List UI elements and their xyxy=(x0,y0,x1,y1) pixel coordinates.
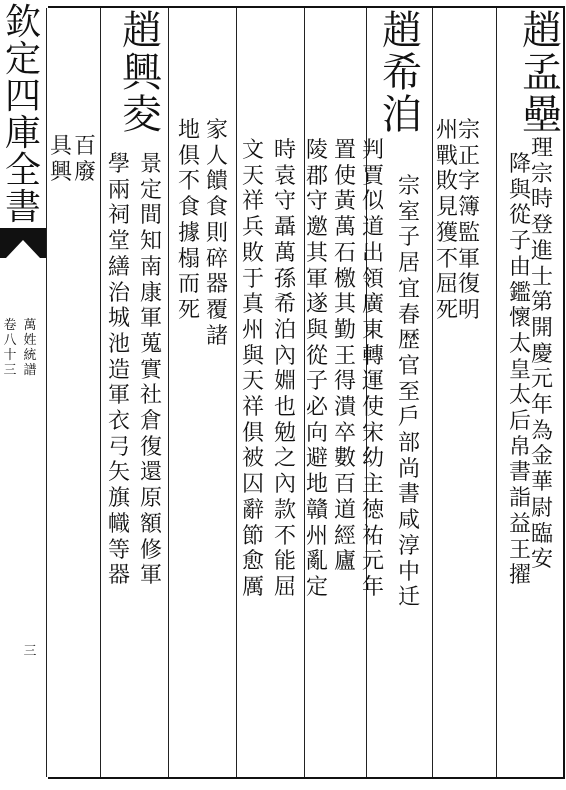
glyph: 俱 xyxy=(242,420,265,446)
glyph: 州 xyxy=(306,523,329,549)
glyph: 使 xyxy=(334,163,357,189)
glyph: 從 xyxy=(306,343,329,369)
glyph: 向 xyxy=(306,420,329,446)
text-column-4 xyxy=(436,118,458,324)
glyph: 款 xyxy=(274,497,297,523)
glyph: 安 xyxy=(530,547,553,573)
glyph: 泊 xyxy=(274,317,297,343)
glyph: 與 xyxy=(242,343,265,369)
glyph: 兩 xyxy=(108,177,131,203)
glyph: 陵 xyxy=(306,138,329,163)
glyph: 復 xyxy=(458,272,481,298)
glyph: 尉 xyxy=(530,495,553,521)
glyph: 年 xyxy=(362,574,385,600)
glyph: 城 xyxy=(108,306,131,332)
column-divider xyxy=(236,8,237,777)
person-name xyxy=(382,10,422,136)
glyph: 定 xyxy=(140,177,163,203)
glyph: 死 xyxy=(436,297,459,323)
glyph: 判 xyxy=(362,138,385,163)
glyph: 興 xyxy=(122,50,162,96)
glyph: 間 xyxy=(140,203,163,229)
margin-page-number: 三 xyxy=(23,644,37,659)
glyph: 兵 xyxy=(242,215,265,241)
glyph: 太 xyxy=(508,383,531,409)
glyph: 廣 xyxy=(362,292,385,318)
glyph: 時 xyxy=(274,138,297,163)
glyph: 辭 xyxy=(242,497,265,523)
glyph: 社 xyxy=(140,383,163,409)
glyph: 經 xyxy=(334,523,357,549)
glyph: 文 xyxy=(242,138,265,163)
glyph: 邀 xyxy=(306,215,329,241)
glyph: 軍 xyxy=(306,266,329,292)
glyph: 萬 xyxy=(334,215,357,241)
text-column-11 xyxy=(206,118,228,349)
glyph: 宗 xyxy=(398,174,421,199)
text-column-3 xyxy=(458,118,480,324)
glyph: 祥 xyxy=(242,395,265,421)
glyph: 書 xyxy=(4,187,41,228)
glyph: 室 xyxy=(398,199,421,225)
glyph: 榻 xyxy=(178,246,201,272)
column-text xyxy=(398,174,420,611)
glyph: 趙 xyxy=(122,8,162,54)
glyph: 厲 xyxy=(242,574,265,600)
glyph: 百 xyxy=(334,472,357,498)
glyph: 臨 xyxy=(530,521,553,547)
glyph: 軍 xyxy=(140,306,163,332)
glyph: 屈 xyxy=(274,574,297,600)
text-column-16 xyxy=(50,134,72,185)
glyph: 具 xyxy=(50,134,73,159)
glyph: 百 xyxy=(74,134,97,159)
glyph: 節 xyxy=(242,523,265,549)
glyph: 開 xyxy=(530,315,553,341)
person-name xyxy=(522,10,562,136)
glyph: 三 xyxy=(3,363,17,378)
glyph: 地 xyxy=(306,472,329,498)
glyph: 軍 xyxy=(108,383,131,409)
glyph: 袁 xyxy=(274,163,297,189)
text-column-15 xyxy=(74,134,96,185)
glyph: 慶 xyxy=(530,341,553,367)
glyph: 諸 xyxy=(206,323,229,349)
column-text xyxy=(509,152,531,589)
glyph: 使 xyxy=(362,395,385,421)
glyph: 知 xyxy=(140,229,163,255)
glyph: 見 xyxy=(436,195,459,221)
glyph: 趙 xyxy=(522,8,562,54)
glyph: 獲 xyxy=(436,220,459,246)
glyph: 于 xyxy=(242,266,265,292)
text-column-12 xyxy=(178,118,200,324)
glyph: 矢 xyxy=(108,460,131,486)
glyph: 年 xyxy=(530,393,553,419)
glyph: 華 xyxy=(530,470,553,496)
glyph: 與 xyxy=(306,317,329,343)
glyph: 則 xyxy=(206,220,229,246)
glyph: 太 xyxy=(508,331,531,357)
glyph: 等 xyxy=(108,537,131,563)
glyph: 主 xyxy=(362,472,385,498)
glyph: 子 xyxy=(508,229,531,255)
column-text xyxy=(140,152,162,589)
glyph: 池 xyxy=(108,331,131,357)
glyph: 由 xyxy=(508,254,531,280)
glyph: 似 xyxy=(362,189,385,215)
glyph: 八 xyxy=(3,333,17,348)
glyph: 元 xyxy=(362,549,385,575)
glyph: 蒐 xyxy=(140,331,163,357)
column-text xyxy=(50,134,72,185)
glyph: 王 xyxy=(508,537,531,563)
glyph: 內 xyxy=(274,472,297,498)
glyph: 子 xyxy=(398,225,421,251)
glyph: 學 xyxy=(108,152,131,177)
glyph: 戰 xyxy=(436,143,459,169)
glyph: 書 xyxy=(398,482,421,508)
column-text xyxy=(306,138,328,601)
glyph: 定 xyxy=(4,39,41,80)
glyph: 部 xyxy=(398,431,421,457)
glyph: 金 xyxy=(530,444,553,470)
column-divider xyxy=(46,8,47,777)
glyph: 官 xyxy=(398,353,421,379)
glyph: 益 xyxy=(508,511,531,537)
glyph: 避 xyxy=(306,446,329,472)
glyph: 實 xyxy=(140,357,163,383)
glyph: 勤 xyxy=(334,317,357,343)
glyph: 造 xyxy=(108,357,131,383)
glyph: 帛 xyxy=(508,434,531,460)
glyph: 饋 xyxy=(206,169,229,195)
glyph: 天 xyxy=(242,163,265,189)
glyph: 堂 xyxy=(108,229,131,255)
glyph: 得 xyxy=(334,369,357,395)
glyph: 孫 xyxy=(274,266,297,292)
glyph: 食 xyxy=(206,195,229,221)
glyph: 萬 xyxy=(23,318,37,333)
glyph: 元 xyxy=(530,367,553,393)
glyph: 俱 xyxy=(178,143,201,169)
glyph: 額 xyxy=(140,511,163,537)
glyph: 祠 xyxy=(108,203,131,229)
glyph: 士 xyxy=(530,264,553,290)
glyph: 真 xyxy=(242,292,265,318)
glyph: 十 xyxy=(3,348,17,363)
glyph: 子 xyxy=(306,369,329,395)
glyph: 數 xyxy=(334,446,357,472)
glyph: 希 xyxy=(274,292,297,318)
glyph: 弓 xyxy=(108,434,131,460)
glyph: 其 xyxy=(334,292,357,318)
column-text xyxy=(74,134,96,185)
glyph: 定 xyxy=(306,574,329,600)
glyph: 據 xyxy=(178,220,201,246)
glyph: 皇 xyxy=(508,357,531,383)
glyph: 字 xyxy=(458,169,481,195)
glyph: 覆 xyxy=(206,297,229,323)
glyph: 譜 xyxy=(23,363,37,378)
glyph: 而 xyxy=(178,272,201,298)
glyph: 幟 xyxy=(108,511,131,537)
glyph: 洎 xyxy=(382,92,422,138)
text-column-7 xyxy=(334,138,356,575)
glyph: 理 xyxy=(530,136,553,161)
glyph: 之 xyxy=(274,446,297,472)
glyph: 祐 xyxy=(362,523,385,549)
glyph: 石 xyxy=(334,240,357,266)
glyph: 祥 xyxy=(242,189,265,215)
text-column-8 xyxy=(306,138,328,601)
glyph: 擢 xyxy=(508,563,531,589)
column-text xyxy=(436,118,458,324)
glyph: 詣 xyxy=(508,486,531,512)
column-text xyxy=(362,138,384,601)
margin-title xyxy=(2,4,44,226)
glyph: 食 xyxy=(178,195,201,221)
glyph: 幼 xyxy=(362,446,385,472)
glyph: 趙 xyxy=(382,8,422,54)
glyph: 修 xyxy=(140,537,163,563)
glyph: 家 xyxy=(206,118,229,143)
glyph: 婣 xyxy=(274,369,297,395)
glyph: 轉 xyxy=(362,343,385,369)
glyph: 愈 xyxy=(242,549,265,575)
glyph: 檄 xyxy=(334,266,357,292)
glyph: 能 xyxy=(274,549,297,575)
glyph: 不 xyxy=(178,169,201,195)
glyph: 敗 xyxy=(436,169,459,195)
glyph: 咸 xyxy=(398,508,421,534)
person-name xyxy=(122,10,162,136)
text-column-2 xyxy=(500,152,540,589)
glyph: 中 xyxy=(398,559,421,585)
glyph: 宋 xyxy=(362,420,385,446)
glyph: 歴 xyxy=(398,328,421,354)
glyph: 后 xyxy=(508,409,531,435)
text-column-13b xyxy=(140,152,162,589)
glyph: 春 xyxy=(398,302,421,328)
glyph: 宗 xyxy=(458,118,481,143)
column-divider xyxy=(304,8,305,777)
text-column-6 xyxy=(362,138,384,601)
glyph: 州 xyxy=(436,118,459,143)
glyph: 卒 xyxy=(334,420,357,446)
glyph: 孟 xyxy=(522,50,562,96)
glyph: 道 xyxy=(334,497,357,523)
glyph: 正 xyxy=(458,143,481,169)
glyph: 也 xyxy=(274,395,297,421)
glyph: 興 xyxy=(50,159,73,185)
glyph: 明 xyxy=(458,297,481,323)
glyph: 復 xyxy=(140,434,163,460)
glyph: 統 xyxy=(23,348,37,363)
glyph: 萬 xyxy=(274,240,297,266)
glyph: 從 xyxy=(508,203,531,229)
glyph: 必 xyxy=(306,395,329,421)
glyph: 淳 xyxy=(398,533,421,559)
glyph: 廢 xyxy=(74,159,97,185)
frame-bottom-border xyxy=(48,777,564,779)
glyph: 守 xyxy=(306,189,329,215)
glyph: 旗 xyxy=(108,486,131,512)
glyph: 出 xyxy=(362,240,385,266)
column-text xyxy=(458,118,480,324)
column-divider xyxy=(100,8,101,777)
glyph: 東 xyxy=(362,317,385,343)
glyph: 置 xyxy=(334,138,357,163)
fish-tail-ornament xyxy=(0,228,46,258)
glyph: 黃 xyxy=(334,189,357,215)
frame-right-border xyxy=(563,6,565,779)
glyph: 內 xyxy=(274,343,297,369)
glyph: 進 xyxy=(530,238,553,264)
glyph: 軍 xyxy=(458,246,481,272)
glyph: 賈 xyxy=(362,163,385,189)
glyph: 宜 xyxy=(398,276,421,302)
glyph: 登 xyxy=(530,213,553,239)
column-divider xyxy=(432,8,433,777)
text-column-9 xyxy=(274,138,296,601)
glyph: 宗 xyxy=(530,161,553,187)
glyph: 廬 xyxy=(334,549,357,575)
glyph: 治 xyxy=(108,280,131,306)
text-column-5 xyxy=(382,10,422,136)
glyph: 與 xyxy=(508,177,531,203)
glyph: 居 xyxy=(398,251,421,277)
glyph: 南 xyxy=(140,254,163,280)
glyph: 全 xyxy=(4,150,41,191)
glyph: 碎 xyxy=(206,246,229,272)
text-column-10 xyxy=(242,138,264,601)
glyph: 姓 xyxy=(23,333,37,348)
glyph: 四 xyxy=(4,76,41,117)
glyph: 道 xyxy=(362,215,385,241)
glyph: 降 xyxy=(508,152,531,177)
glyph: 希 xyxy=(382,50,422,96)
glyph: 勉 xyxy=(274,420,297,446)
glyph: 康 xyxy=(140,280,163,306)
glyph: 器 xyxy=(108,563,131,589)
glyph: 夌 xyxy=(122,92,162,138)
glyph: 倉 xyxy=(140,409,163,435)
glyph: 天 xyxy=(242,369,265,395)
column-text xyxy=(274,138,296,601)
glyph: 徳 xyxy=(362,497,385,523)
glyph: 潰 xyxy=(334,395,357,421)
glyph: 第 xyxy=(530,290,553,316)
glyph: 簿 xyxy=(458,195,481,221)
glyph: 欽 xyxy=(4,2,41,43)
glyph: 書 xyxy=(508,460,531,486)
column-text xyxy=(108,152,130,589)
glyph: 屈 xyxy=(436,272,459,298)
glyph: 軍 xyxy=(140,563,163,589)
glyph: 死 xyxy=(178,297,201,323)
glyph: 鑑 xyxy=(508,280,531,306)
column-divider xyxy=(168,8,169,777)
glyph: 庫 xyxy=(4,113,41,154)
glyph: 器 xyxy=(206,272,229,298)
column-text xyxy=(334,138,356,575)
margin-volume xyxy=(2,318,18,378)
glyph: 懷 xyxy=(508,306,531,332)
glyph: 衣 xyxy=(108,409,131,435)
glyph: 人 xyxy=(206,143,229,169)
glyph: 卷 xyxy=(3,318,17,333)
glyph: 地 xyxy=(178,118,201,143)
margin-book-title xyxy=(22,318,38,378)
glyph: 州 xyxy=(242,317,265,343)
glyph: 囚 xyxy=(242,472,265,498)
glyph: 遂 xyxy=(306,292,329,318)
text-column-5b xyxy=(398,174,420,611)
glyph: 聶 xyxy=(274,215,297,241)
column-text xyxy=(242,138,264,601)
glyph: 還 xyxy=(140,460,163,486)
glyph: 至 xyxy=(398,379,421,405)
glyph: 原 xyxy=(140,486,163,512)
glyph: 運 xyxy=(362,369,385,395)
column-text xyxy=(206,118,228,349)
glyph: 繕 xyxy=(108,254,131,280)
glyph: 被 xyxy=(242,446,265,472)
glyph: 敗 xyxy=(242,240,265,266)
column-text xyxy=(178,118,200,324)
glyph: 郡 xyxy=(306,163,329,189)
text-column-14 xyxy=(108,152,130,589)
glyph: 領 xyxy=(362,266,385,292)
glyph: 其 xyxy=(306,240,329,266)
text-column-13 xyxy=(122,10,162,136)
glyph: 監 xyxy=(458,220,481,246)
glyph: 尚 xyxy=(398,456,421,482)
glyph: 守 xyxy=(274,189,297,215)
glyph: 亂 xyxy=(306,549,329,575)
glyph: 不 xyxy=(274,523,297,549)
glyph: 戶 xyxy=(398,405,421,431)
glyph: 為 xyxy=(530,418,553,444)
glyph: 時 xyxy=(530,187,553,213)
glyph: 不 xyxy=(436,246,459,272)
glyph: 王 xyxy=(334,343,357,369)
glyph: 壘 xyxy=(522,92,562,138)
column-divider xyxy=(496,8,497,777)
glyph: 贛 xyxy=(306,497,329,523)
glyph: 迁 xyxy=(398,585,421,611)
glyph: 景 xyxy=(140,152,163,177)
